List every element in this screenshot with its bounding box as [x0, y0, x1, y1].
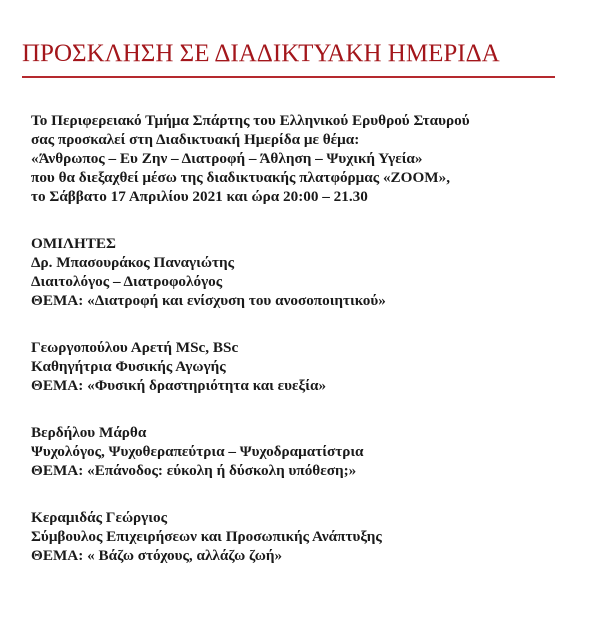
speaker-block [31, 338, 591, 395]
intro-line: Το Περιφερειακό Τμήμα Σπάρτης του Ελληνικού Ερυθρού Σταυρού [31, 112, 470, 129]
speakers-section [31, 234, 591, 565]
speaker-name: Γεωργοπούλου Αρετή MSc, BSc [31, 339, 239, 356]
speaker-topic: ΘΕΜΑ: «Επάνοδος: εύκολη ή δύσκολη υπόθεση;» [31, 462, 357, 479]
title-divider [22, 76, 555, 78]
speaker-role: Καθηγήτρια Φυσικής Αγωγής [31, 358, 226, 375]
intro-paragraph [31, 111, 591, 206]
invitation-body [31, 111, 591, 565]
speaker-role: Σύμβουλος Επιχειρήσεων και Προσωπικής Ανάπτυξης [31, 528, 382, 545]
speaker-block [31, 253, 591, 310]
speaker-name: Δρ. Μπασουράκος Παναγιώτης [31, 254, 235, 271]
intro-line: σας προσκαλεί στη Διαδικτυακή Ημερίδα με θέμα: [31, 131, 360, 148]
speaker-topic: ΘΕΜΑ: «Φυσική δραστηριότητα και ευεξία» [31, 377, 327, 394]
intro-line: που θα διεξαχθεί μέσω της διαδικτυακής πλατφόρμας «ZOOM», [31, 169, 451, 186]
speaker-block [31, 423, 591, 480]
speaker-name: Κεραμιδάς Γεώργιος [31, 509, 167, 526]
speakers-heading: ΟΜΙΛΗΤΕΣ [31, 235, 116, 252]
speaker-role: Ψυχολόγος, Ψυχοθεραπεύτρια – Ψυχοδραματίστρια [31, 443, 364, 460]
intro-line: «Άνθρωπος – Ευ Ζην – Διατροφή – Άθληση – Ψυχική Υγεία» [31, 150, 423, 167]
speaker-topic: ΘΕΜΑ: «Διατροφή και ενίσχυση του ανοσοποιητικού» [31, 292, 386, 309]
speaker-block [31, 508, 591, 565]
intro-line: το Σάββατο 17 Απριλίου 2021 και ώρα 20:00 – 21.30 [31, 188, 368, 205]
speaker-topic: ΘΕΜΑ: « Βάζω στόχους, αλλάζω ζωή» [31, 547, 283, 564]
page-title: ΠΡΟΣΚΛΗΣΗ ΣΕ ΔΙΑΔΙΚΤΥΑΚΗ ΗΜΕΡΙΔΑ [22, 40, 500, 67]
speaker-name: Βερδήλου Μάρθα [31, 424, 147, 441]
speaker-role: Διαιτολόγος – Διατροφολόγος [31, 273, 223, 290]
